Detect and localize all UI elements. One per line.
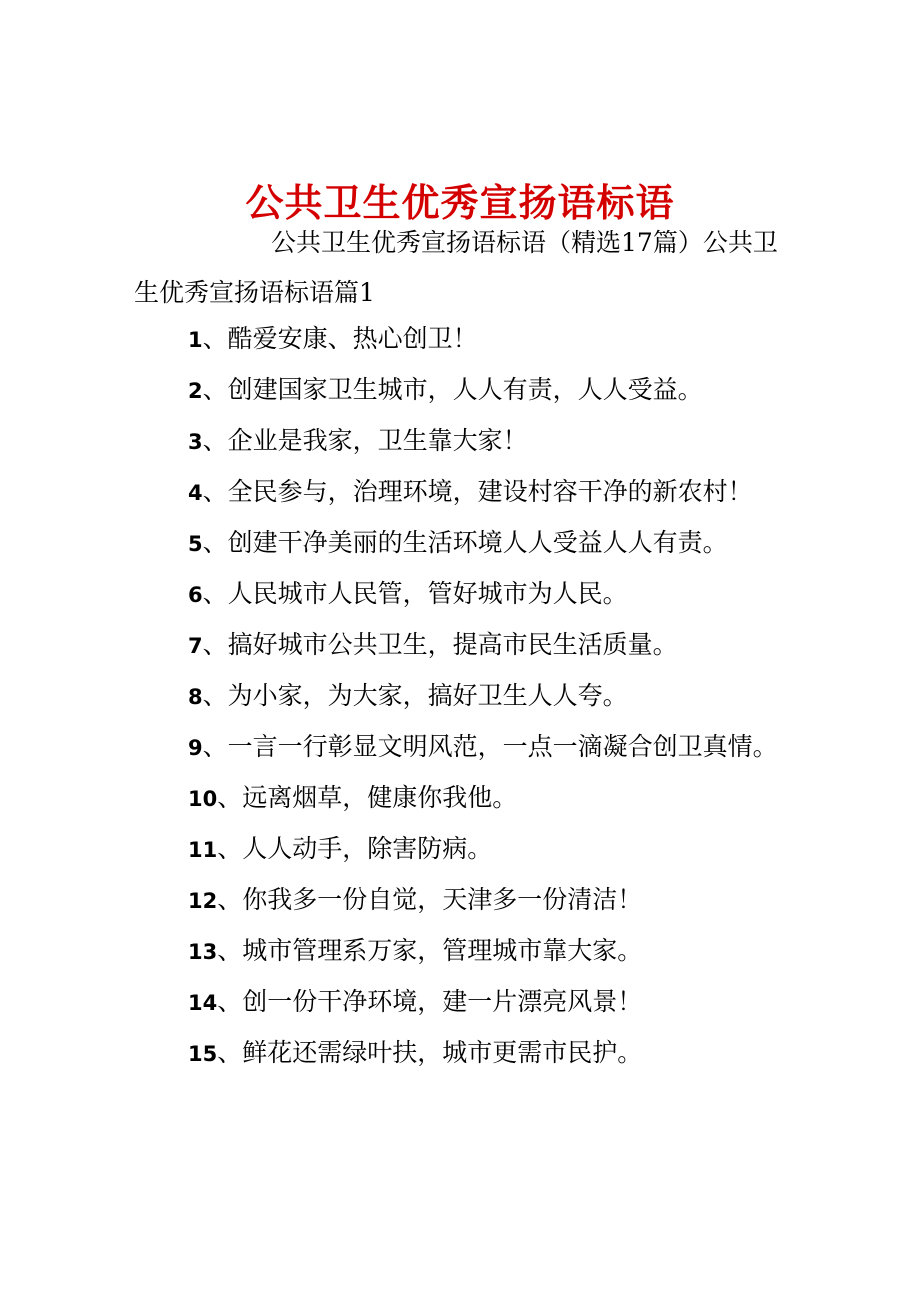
slogan-separator: 、	[217, 936, 243, 965]
document-title: 公共卫生优秀宣扬语标语	[245, 180, 675, 226]
slogan-text: 创一份干净环境，建一片漂亮风景！	[242, 987, 643, 1016]
slogan-text: 酷爱安康、热心创卫！	[227, 324, 478, 353]
slogan-item	[134, 977, 794, 1028]
document-intro: 公共卫生优秀宣扬语标语（精选17篇）公共卫生优秀宣扬语标语篇1	[134, 228, 778, 307]
slogan-item	[134, 875, 794, 926]
slogan-separator: 、	[217, 885, 243, 914]
slogan-number: 11	[188, 838, 218, 862]
slogan-number: 15	[188, 1042, 218, 1066]
slogan-item	[134, 416, 794, 467]
slogan-separator: 、	[217, 1038, 243, 1067]
slogan-number: 1	[188, 328, 203, 352]
slogan-separator: 、	[202, 681, 228, 710]
slogan-separator: 、	[202, 732, 228, 761]
slogan-separator: 、	[217, 834, 243, 863]
slogan-number: 8	[188, 685, 203, 709]
slogan-list	[134, 314, 794, 1079]
slogan-text: 创建国家卫生城市，人人有责，人人受益。	[227, 375, 703, 404]
slogan-item	[134, 314, 794, 365]
slogan-number: 13	[188, 940, 218, 964]
slogan-text: 远离烟草，健康你我他。	[242, 783, 518, 812]
slogan-item	[134, 365, 794, 416]
slogan-number: 3	[188, 430, 203, 454]
slogan-number: 6	[188, 583, 203, 607]
slogan-text: 创建干净美丽的生活环境人人受益人人有责。	[227, 528, 728, 557]
slogan-text: 为小家，为大家，搞好卫生人人夸。	[227, 681, 628, 710]
slogan-item	[134, 926, 794, 977]
slogan-text: 企业是我家，卫生靠大家！	[227, 426, 528, 455]
slogan-number: 9	[188, 736, 203, 760]
slogan-number: 10	[188, 787, 218, 811]
slogan-text: 城市管理系万家，管理城市靠大家。	[242, 936, 643, 965]
slogan-number: 2	[188, 379, 203, 403]
slogan-number: 12	[188, 889, 218, 913]
slogan-item	[134, 773, 794, 824]
slogan-separator: 、	[202, 477, 228, 506]
slogan-text: 鲜花还需绿叶扶，城市更需市民护。	[242, 1038, 643, 1067]
slogan-text: 人民城市人民管，管好城市为人民。	[227, 579, 628, 608]
slogan-separator: 、	[217, 783, 243, 812]
slogan-separator: 、	[202, 375, 228, 404]
slogan-text: 全民参与，治理环境，建设村容干净的新农村！	[227, 477, 753, 506]
slogan-item	[134, 722, 794, 773]
slogan-item	[134, 620, 794, 671]
slogan-number: 7	[188, 634, 203, 658]
slogan-item	[134, 671, 794, 722]
slogan-text: 你我多一份自觉，天津多一份清洁！	[242, 885, 643, 914]
slogan-item	[134, 569, 794, 620]
slogan-number: 4	[188, 481, 203, 505]
slogan-separator: 、	[202, 579, 228, 608]
slogan-item	[134, 518, 794, 569]
slogan-separator: 、	[202, 630, 228, 659]
slogan-separator: 、	[202, 528, 228, 557]
slogan-item	[134, 467, 794, 518]
slogan-separator: 、	[217, 987, 243, 1016]
slogan-separator: 、	[202, 426, 228, 455]
slogan-number: 14	[188, 991, 218, 1015]
slogan-text: 一言一行彰显文明风范，一点一滴凝合创卫真情。	[227, 732, 778, 761]
slogan-item	[134, 1028, 794, 1079]
slogan-text: 人人动手，除害防病。	[242, 834, 493, 863]
slogan-number: 5	[188, 532, 203, 556]
slogan-separator: 、	[202, 324, 228, 353]
slogan-text: 搞好城市公共卫生，提高市民生活质量。	[227, 630, 678, 659]
slogan-item	[134, 824, 794, 875]
